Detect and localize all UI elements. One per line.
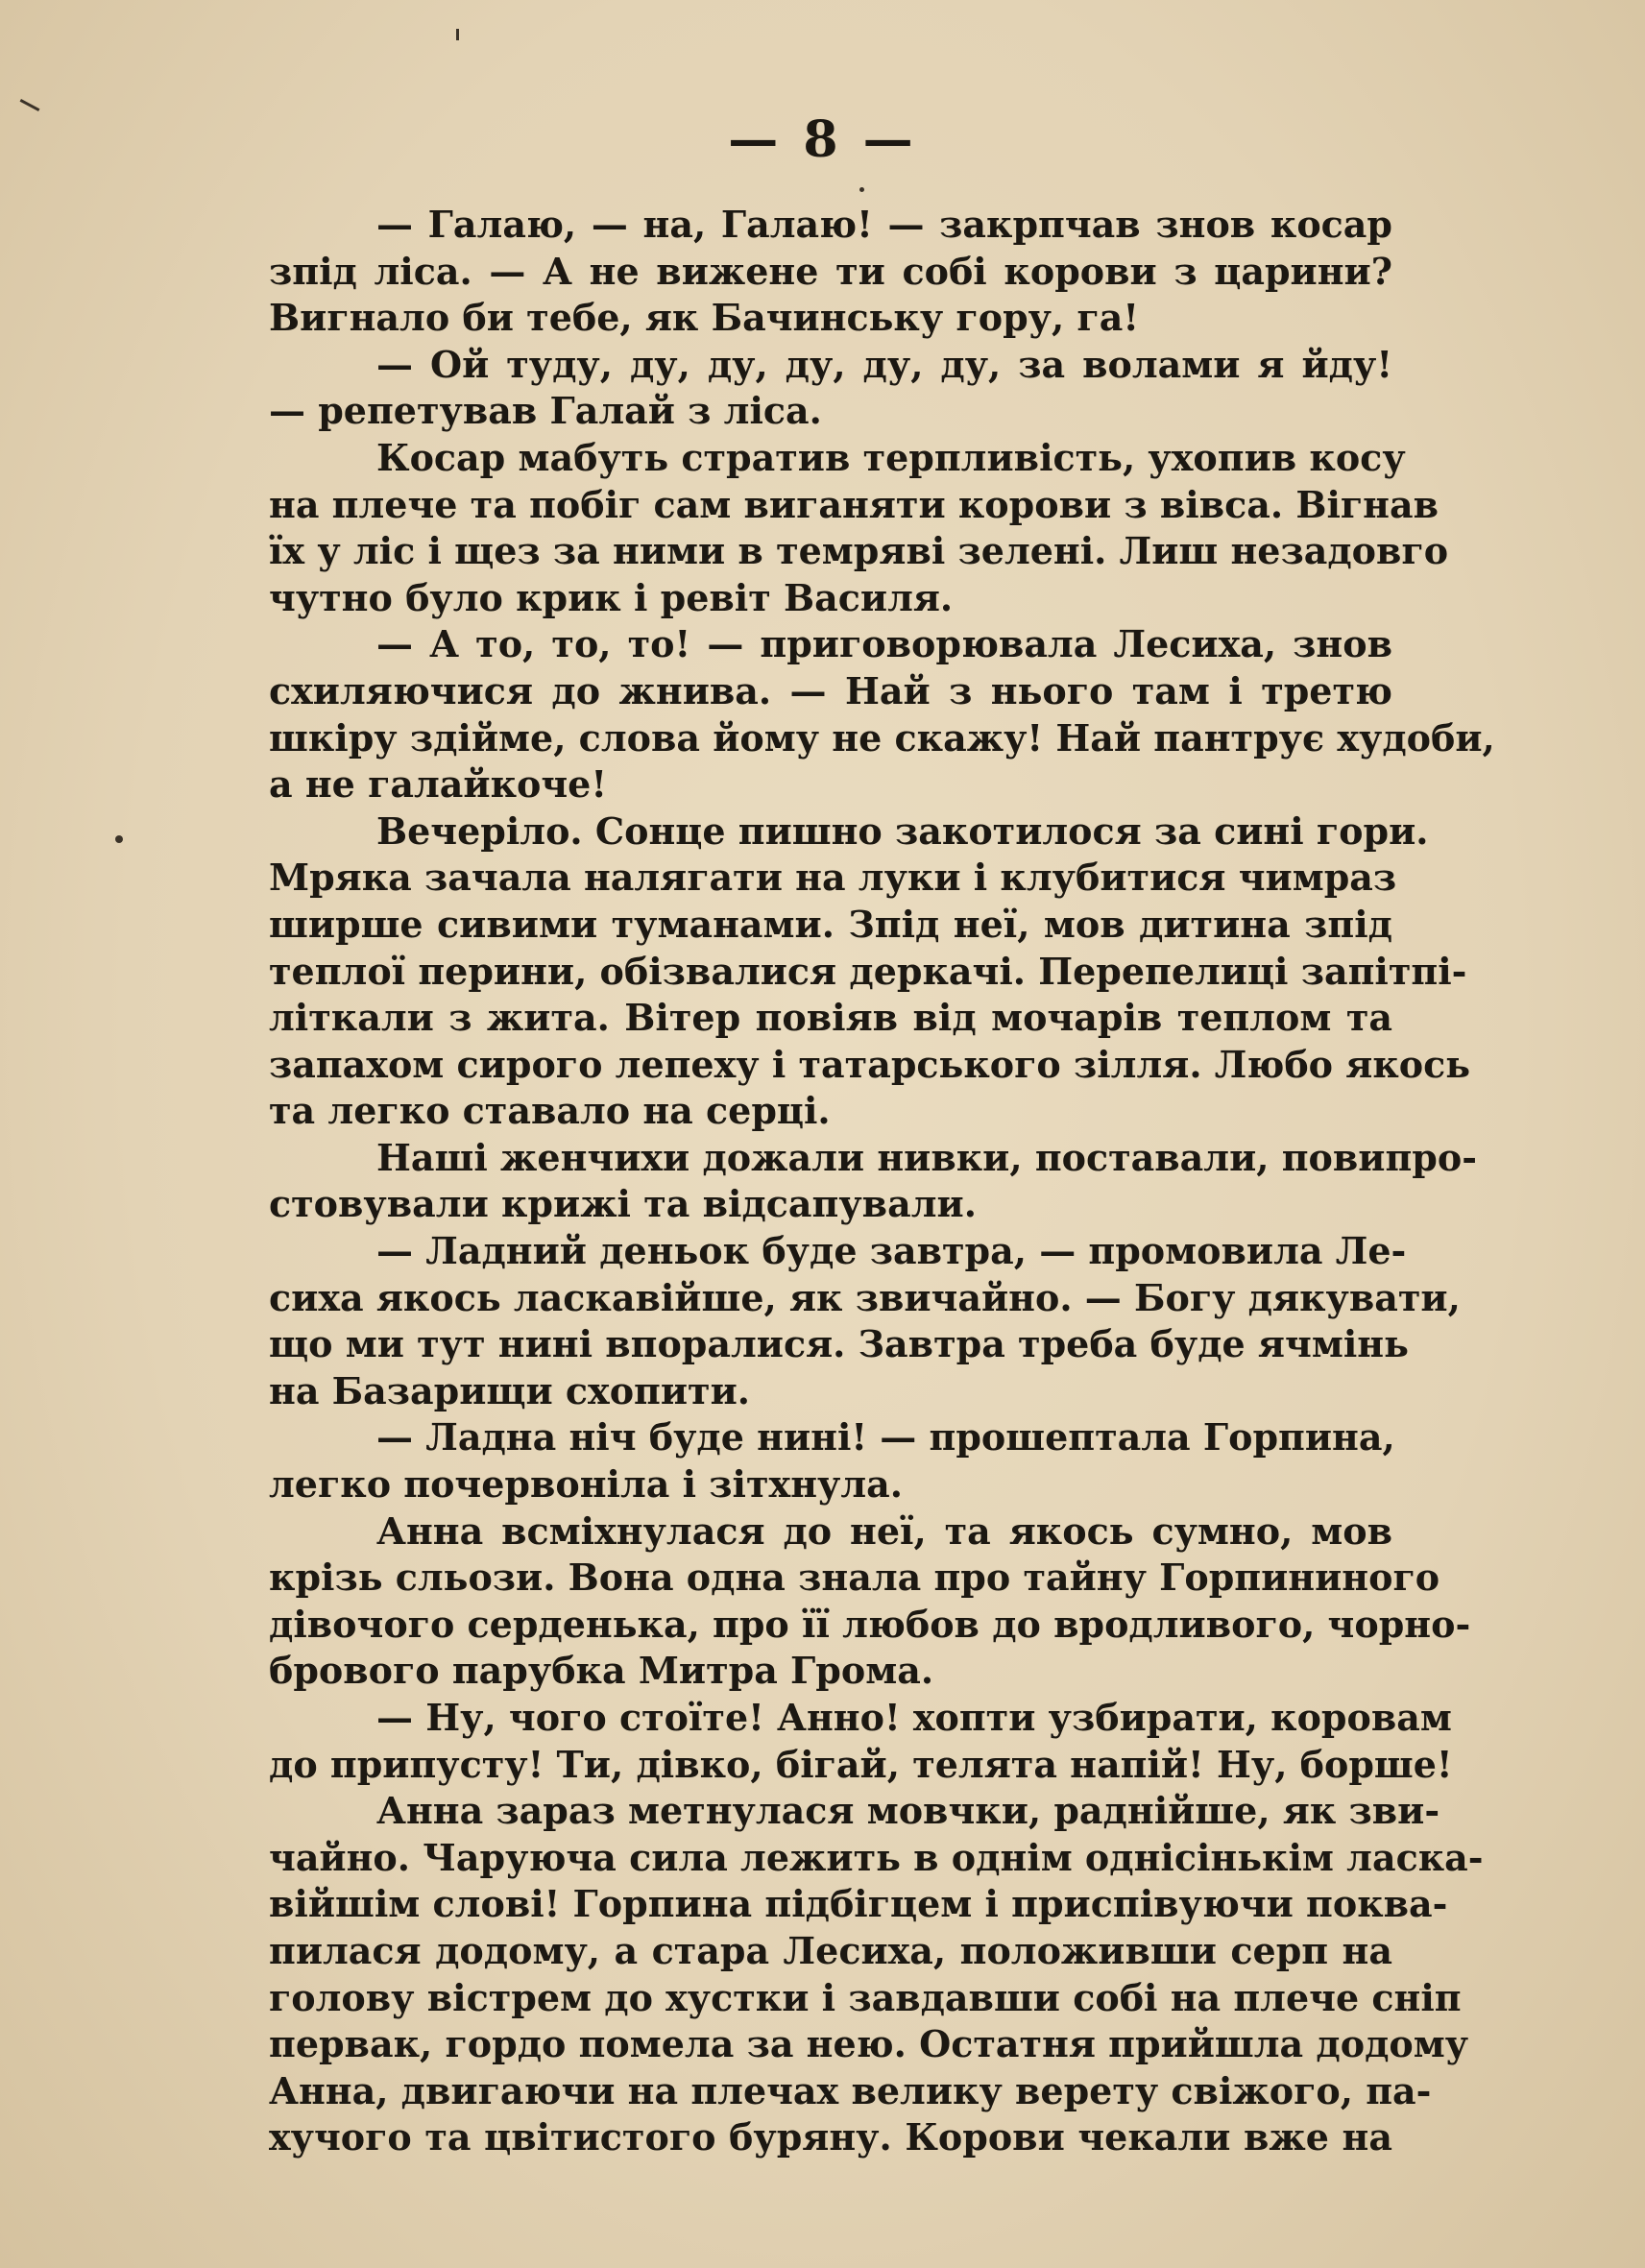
text-line: а не галайкоче! xyxy=(269,762,608,807)
text-line: теплої перини, обізвалися деркачі. Перепелиці запітпі- xyxy=(269,949,1467,993)
text-line: їх у ліс і щез за ними в темряві зелені. Лиш незадовго xyxy=(269,529,1449,573)
text-line: чайно. Чаруюча сила лежить в однім однісінькім ласка- xyxy=(269,1835,1484,1879)
text-line: ширше сивими туманами. Зпід неї, мов дитина зпід xyxy=(269,902,1392,946)
text-line: Анна, двигаючи на плечах велику верету свіжого, па- xyxy=(269,2068,1432,2112)
text-line: Косар мабуть стратив терпливість, ухопив косу xyxy=(376,435,1406,479)
text-line: голову вістрем до хустки і завдавши собі на плече сніп xyxy=(269,1975,1462,2019)
text-line: літкали з жита. Вітер повіяв від мочарів теплом та xyxy=(269,996,1392,1040)
text-line: Вечеріло. Сонце пишно закотилося за сині гори. xyxy=(376,808,1429,853)
speck-mark xyxy=(115,835,123,843)
text-line: до припусту! Ти, дівко, бігай, телята напій! Ну, борше! xyxy=(269,1742,1453,1786)
text-line: дівочого серденька, про її любов до вродливого, чорно- xyxy=(269,1602,1471,1646)
text-line: крізь сльози. Вона одна знала про тайну Горпининого xyxy=(269,1556,1440,1600)
text-line: легко почервоніла і зітхнула. xyxy=(269,1462,903,1507)
body-text xyxy=(269,202,1495,2161)
text-line: чутно було крик і ревіт Василя. xyxy=(269,575,954,619)
text-line: первак, гордо помела за нею. Остатня прийшла додому xyxy=(269,2022,1469,2066)
text-line: хучого та цвітистого буряну. Корови чекали вже на xyxy=(269,2115,1392,2159)
speck-mark xyxy=(859,187,864,192)
page-number: — 8 — xyxy=(728,110,917,169)
text-line: шкіру здійме, слова йому не скажу! Най пантрує худоби, xyxy=(269,715,1495,760)
text-line: — Ладна ніч буде нині! — прошептала Горпина, xyxy=(376,1415,1395,1460)
text-line: Анна всміхнулася до неї, та якось сумно, мов xyxy=(376,1508,1392,1553)
text-line: та легко ставало на серці. xyxy=(269,1089,831,1133)
text-line: на Базарищи схопити. xyxy=(269,1368,751,1412)
text-line: — Ой туду, ду, ду, ду, ду, ду, за волами я йду! xyxy=(376,342,1392,386)
text-line: — репетував Галай з ліса. xyxy=(269,389,822,433)
text-line: Анна зараз метнулася мовчки, раднійше, як зви- xyxy=(376,1789,1440,1833)
text-line: пилася додому, а стара Лесиха, положивши серп на xyxy=(269,1928,1392,1972)
text-line: — Галаю, — на, Галаю! — закрпчав знов косар xyxy=(376,203,1392,246)
text-line: що ми тут нині впоралися. Завтра треба буде ячмінь xyxy=(269,1322,1409,1366)
speck-mark xyxy=(456,29,459,40)
text-line: сиха якось ласкавійше, як звичайно. — Богу дякувати, xyxy=(269,1275,1461,1319)
text-line: — Ну, чого стоїте! Анно! хопти узбирати, коровам xyxy=(376,1696,1452,1739)
text-line: схиляючися до жнива. — Най з нього там і третю xyxy=(269,668,1392,712)
text-line: Наші женчихи дожали нивки, поставали, повипро- xyxy=(376,1135,1477,1179)
text-line: брового парубка Митра Грома. xyxy=(269,1649,934,1693)
text-line: запахом сирого лепеху і татарського зілля. Любо якось xyxy=(269,1042,1471,1086)
text-line: війшім слові! Горпина підбігцем і приспівуючи поква- xyxy=(269,1882,1448,1926)
text-line: зпід ліса. — А не вижене ти собі корови з царини? xyxy=(269,249,1392,293)
text-line: Вигнало би тебе, як Бачинську гору, га! xyxy=(269,296,1140,340)
text-line: — А то, то, то! — приговорювала Лесиха, знов xyxy=(376,622,1392,666)
text-line: стовували крижі та відсапували. xyxy=(269,1182,977,1226)
text-line: на плече та побіг сам виганяти корови з вівса. Вігнав xyxy=(269,482,1439,526)
text-line: — Ладний деньок буде завтра, — промовила Ле- xyxy=(376,1229,1407,1273)
text-line: Мряка зачала налягати на луки і клубитися чимраз xyxy=(269,856,1397,900)
